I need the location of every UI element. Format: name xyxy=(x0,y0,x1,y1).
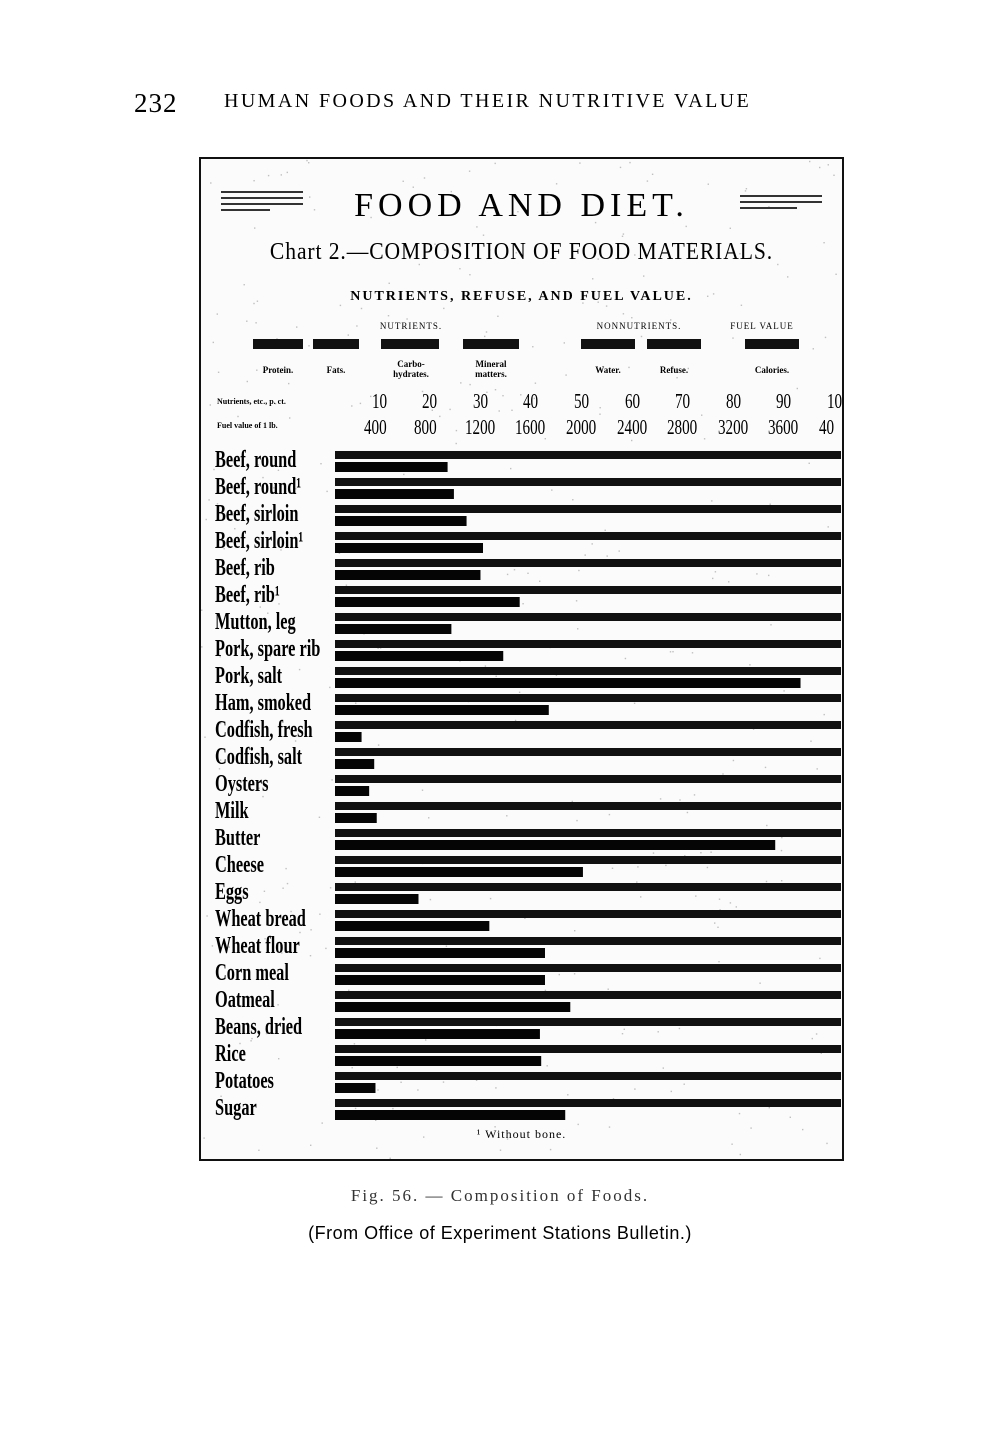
bar-nutrients xyxy=(335,559,841,567)
food-label: Codfish, salt xyxy=(215,744,303,770)
food-label: Oysters xyxy=(215,771,269,797)
food-label: Wheat bread xyxy=(215,906,306,932)
bar-nutrients xyxy=(335,937,841,945)
tick-percent: 80 xyxy=(725,389,741,413)
food-label: Beef, rib¹ xyxy=(215,582,280,608)
bar-nutrients xyxy=(335,1099,841,1107)
chart-subtitle-2: NUTRIENTS, REFUSE, AND FUEL VALUE. xyxy=(350,289,693,304)
page-number: 232 xyxy=(134,88,178,118)
tick-percent: 90 xyxy=(776,389,792,413)
chart-title: FOOD AND DIET. xyxy=(354,187,689,224)
legend-label-fats: Fats. xyxy=(326,365,346,375)
bar-calories xyxy=(335,813,377,823)
legend-label-refuse: Refuse. xyxy=(659,365,689,375)
food-label: Beef, sirloin¹ xyxy=(215,528,304,554)
chart-plate xyxy=(199,157,844,1161)
food-label: Oatmeal xyxy=(215,987,275,1013)
bar-calories xyxy=(335,786,369,796)
food-label: Eggs xyxy=(215,879,249,905)
bar-calories xyxy=(335,948,545,958)
legend-label-calories: Calories. xyxy=(754,365,790,375)
bar-calories xyxy=(335,1110,565,1120)
tick-calories: 3200 xyxy=(717,415,749,439)
bar-nutrients xyxy=(335,1018,841,1026)
bar-nutrients xyxy=(335,775,841,783)
bar-nutrients xyxy=(335,721,841,729)
bar-calories xyxy=(335,516,467,526)
bar-calories xyxy=(335,921,489,931)
bar-calories xyxy=(335,1029,540,1039)
bar-calories xyxy=(335,570,480,580)
food-label: Beef, round¹ xyxy=(215,474,302,500)
bar-calories xyxy=(335,975,545,985)
tick-calories: 3600 xyxy=(768,415,799,439)
tick-percent: 20 xyxy=(422,389,438,413)
bar-nutrients xyxy=(335,802,841,810)
bar-nutrients xyxy=(335,910,841,918)
food-label: Potatoes xyxy=(215,1068,274,1094)
tick-percent: 50 xyxy=(574,389,590,413)
bar-calories xyxy=(335,1083,375,1093)
bar-nutrients xyxy=(335,640,841,648)
legend-group-nutrients: NUTRIENTS. xyxy=(379,321,443,331)
food-label: Corn meal xyxy=(215,960,289,986)
tick-percent: 10 xyxy=(371,389,387,413)
bar-calories xyxy=(335,705,549,715)
bar-calories xyxy=(335,759,374,769)
running-title: HUMAN FOODS AND THEIR NUTRITIVE VALUE xyxy=(224,90,752,112)
bar-calories xyxy=(335,651,503,661)
bar-nutrients xyxy=(335,532,841,540)
tick-calories: 2800 xyxy=(667,415,698,439)
bar-calories xyxy=(335,732,362,742)
bar-nutrients xyxy=(335,586,841,594)
axis-label-fuel: Fuel value of 1 lb. xyxy=(217,421,278,430)
tick-calories: 1200 xyxy=(464,415,496,439)
tick-percent: 70 xyxy=(675,389,691,413)
food-label: Mutton, leg xyxy=(215,609,296,635)
bar-calories xyxy=(335,678,801,688)
bar-nutrients xyxy=(335,613,841,621)
axis-label-percent: Nutrients, etc., p. ct. xyxy=(217,397,286,406)
food-label: Cheese xyxy=(215,852,264,878)
food-label: Beans, dried xyxy=(215,1014,303,1040)
bar-calories xyxy=(335,597,520,607)
tick-calories: 2000 xyxy=(566,415,597,439)
food-label: Butter xyxy=(215,825,261,851)
legend-label-protein: Protein. xyxy=(262,365,294,375)
tick-calories: 1600 xyxy=(515,415,546,439)
legend-group-fuel: FUEL VALUE xyxy=(730,321,794,331)
bar-nutrients xyxy=(335,748,841,756)
chart-footnote: ¹ Without bone. xyxy=(476,1127,567,1141)
bar-nutrients xyxy=(335,694,841,702)
bar-nutrients xyxy=(335,505,841,513)
bar-calories xyxy=(335,867,583,877)
bar-nutrients xyxy=(335,451,841,459)
figure-caption: Fig. 56. — Composition of Foods. xyxy=(350,1186,650,1205)
bar-nutrients xyxy=(335,883,841,891)
bar-nutrients xyxy=(335,856,841,864)
bar-nutrients xyxy=(335,478,841,486)
legend-label-mineral: Mineral matters. xyxy=(475,359,507,379)
figure-source: (From Office of Experiment Stations Bulletin.) xyxy=(308,1223,692,1243)
bar-calories xyxy=(335,624,451,634)
bar-nutrients xyxy=(335,964,841,972)
food-label: Pork, salt xyxy=(215,663,283,689)
bar-calories xyxy=(335,489,454,499)
tick-percent: 40 xyxy=(523,389,539,413)
food-label: Beef, rib xyxy=(215,555,275,581)
tick-percent: 60 xyxy=(624,389,640,413)
tick-percent: 30 xyxy=(472,389,488,413)
bar-calories xyxy=(335,1056,541,1066)
legend-label-water: Water. xyxy=(595,365,621,375)
bar-nutrients xyxy=(335,1045,841,1053)
food-label: Wheat flour xyxy=(215,933,300,959)
food-label: Beef, sirloin xyxy=(215,501,299,527)
bar-nutrients xyxy=(335,829,841,837)
bar-calories xyxy=(335,840,775,850)
bar-nutrients xyxy=(335,1072,841,1080)
tick-calories: 400 xyxy=(363,415,387,439)
bar-calories xyxy=(335,894,418,904)
legend-label-carbohydrates: Carbo-hydrates. xyxy=(393,359,429,379)
food-label: Ham, smoked xyxy=(215,690,312,716)
tick-calories: 800 xyxy=(414,415,437,439)
chart-subtitle: Chart 2.—COMPOSITION OF FOOD MATERIALS. xyxy=(269,239,774,265)
bar-nutrients xyxy=(335,991,841,999)
bar-area xyxy=(201,159,844,1161)
food-label: Beef, round xyxy=(215,447,297,473)
food-label: Codfish, fresh xyxy=(215,717,313,743)
bar-calories xyxy=(335,462,448,472)
bar-nutrients xyxy=(335,667,841,675)
legend-group-nonnutrients: NONNUTRIENTS. xyxy=(596,321,682,331)
tick-percent: 10 xyxy=(827,389,843,413)
bar-calories xyxy=(335,1002,570,1012)
tick-calories: 40 xyxy=(819,415,835,439)
bar-calories xyxy=(335,543,483,553)
tick-calories: 2400 xyxy=(616,415,647,439)
food-label: Milk xyxy=(215,798,249,824)
running-head xyxy=(134,88,846,120)
food-label: Rice xyxy=(215,1041,246,1067)
food-label: Sugar xyxy=(215,1095,257,1121)
food-label: Pork, spare rib xyxy=(215,636,321,662)
